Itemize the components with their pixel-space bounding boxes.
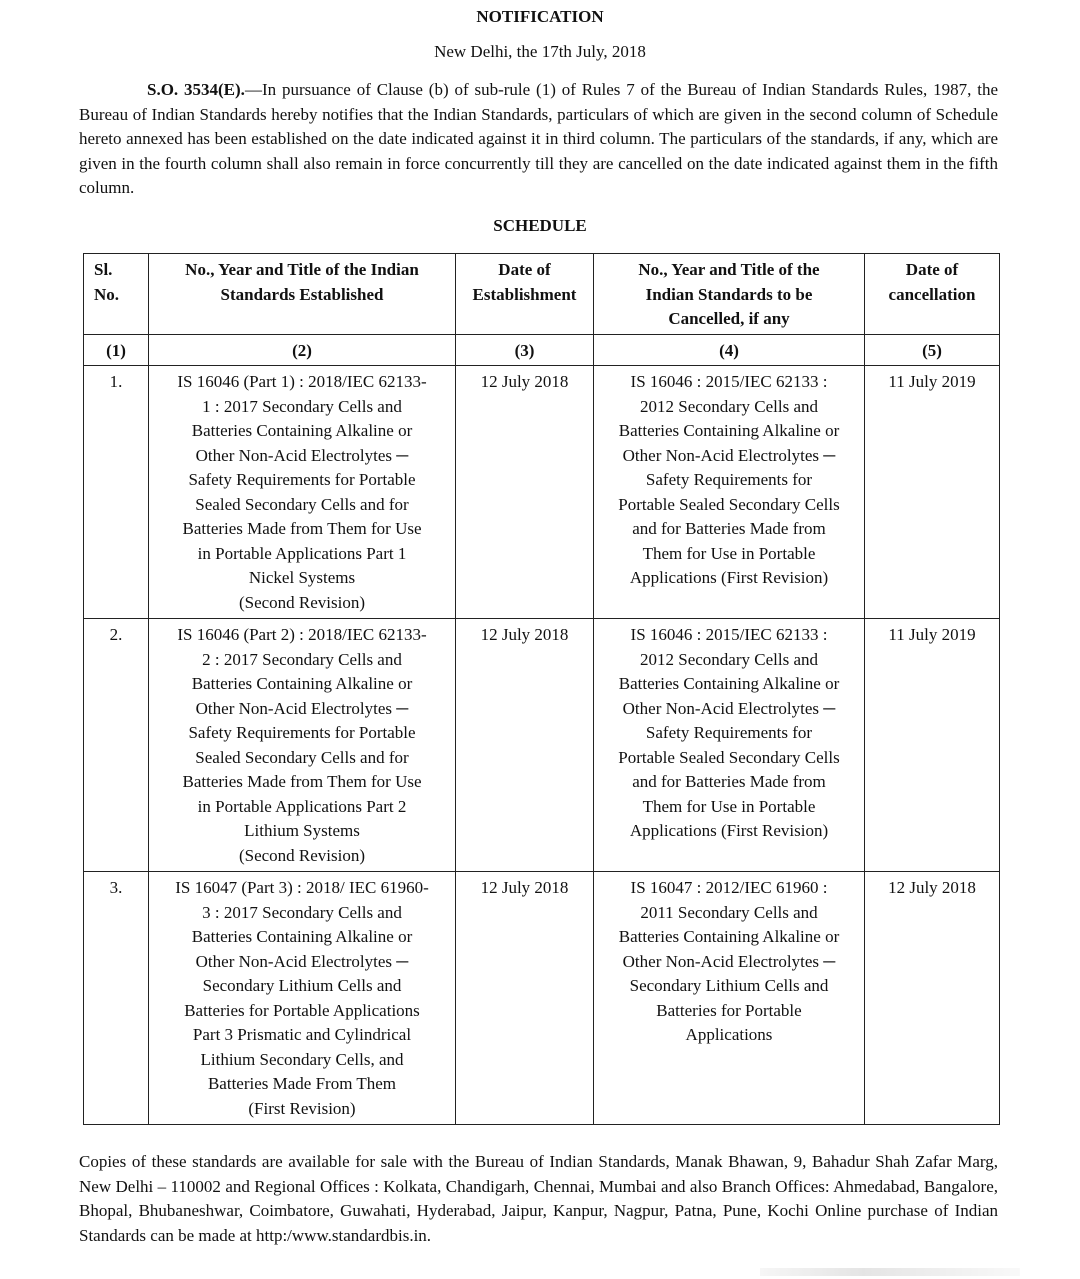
schedule-title: SCHEDULE — [493, 216, 587, 235]
cell-line: Other Non-Acid Electrolytes ─ — [622, 445, 836, 465]
cell-line: (First Revision) — [248, 1098, 356, 1118]
cell-line: 2012 Secondary Cells and — [640, 649, 818, 669]
cell-line: Batteries for Portable — [656, 1000, 802, 1020]
schedule-table — [83, 253, 1000, 1125]
cell-date-cancellation: 12 July 2018 — [865, 872, 1000, 1125]
cell-date-established: 12 July 2018 — [456, 872, 594, 1125]
cell-sl-no: 1. — [84, 366, 149, 619]
cell-line: IS 16046 (Part 1) : 2018/IEC 62133- — [177, 372, 427, 391]
order-number: S.O. 3534(E). — [147, 80, 245, 99]
cell-line: Batteries Made From Them — [207, 1074, 397, 1093]
column-number: (3) — [456, 334, 594, 366]
cell-date-established: 12 July 2018 — [456, 619, 594, 872]
cell-standard-cancelled — [594, 872, 865, 1125]
cell-line: Them for Use in Portable — [642, 796, 816, 816]
cell-line: Applications (First Revision) — [629, 821, 829, 840]
cell-date-established: 12 July 2018 — [456, 366, 594, 619]
cell-line: IS 16047 (Part 3) : 2018/ IEC 61960- — [175, 878, 429, 897]
cell-line: (Second Revision) — [238, 845, 366, 865]
cell-date-cancellation: 11 July 2019 — [865, 366, 1000, 619]
cell-line: 1 : 2017 Secondary Cells and — [202, 396, 402, 416]
cell-line: Safety Requirements for — [645, 470, 813, 489]
cell-standard-established — [149, 872, 456, 1125]
column-number: (1) — [84, 334, 149, 366]
cell-sl-no: 2. — [84, 619, 149, 872]
column-number: (2) — [149, 334, 456, 366]
cell-line: Batteries Containing Alkaline or — [618, 421, 840, 440]
cell-standard-established — [149, 366, 456, 619]
header-standards-cancelled: No., Year and Title of the Indian Standards to be Cancelled, if any — [594, 254, 865, 335]
cell-line: Batteries Containing Alkaline or — [191, 927, 413, 946]
cell-line: Batteries Containing Alkaline or — [618, 927, 840, 946]
cell-line: and for Batteries Made from — [632, 519, 826, 538]
cell-line: and for Batteries Made from — [632, 772, 826, 791]
header-standards-established: No., Year and Title of the Indian Standards Established — [149, 254, 456, 335]
cell-line: Safety Requirements for Portable — [188, 723, 416, 742]
notification-title: NOTIFICATION — [476, 7, 604, 26]
header-sl-no: Sl. No. — [84, 254, 149, 335]
cell-line: Safety Requirements for Portable — [188, 470, 416, 489]
cell-line: IS 16046 : 2015/IEC 62133 : — [630, 372, 828, 391]
cell-line: Portable Sealed Secondary Cells — [618, 494, 840, 514]
cell-line: IS 16047 : 2012/IEC 61960 : — [630, 878, 828, 897]
cell-line: Other Non-Acid Electrolytes ─ — [195, 951, 409, 971]
cell-line: in Portable Applications Part 2 — [197, 796, 407, 816]
cell-line: IS 16046 : 2015/IEC 62133 : — [630, 625, 828, 644]
cell-date-cancellation: 11 July 2019 — [865, 619, 1000, 872]
scan-artifact — [760, 1268, 1020, 1276]
cell-line: IS 16046 (Part 2) : 2018/IEC 62133- — [177, 625, 427, 644]
notification-body-text: —In pursuance of Clause (b) of sub-rule (1) of Rules 7 of the Bureau of Indian Standards Rules, 1987, the Bureau of Indian Standards hereby notifies that the Indian Standards, particulars of which are given in the second column of Schedule hereto annexed has been established on the date indicated against it in third column. The particulars of the standards, if any, which are given in the fourth column shall also remain in force concurrently till they are cancelled on the date indicated against them in the fifth column. — [79, 80, 998, 197]
cell-line: Safety Requirements for — [645, 723, 813, 742]
cell-standard-established — [149, 619, 456, 872]
table-row — [84, 872, 1000, 1125]
cell-line: Batteries Containing Alkaline or — [191, 421, 413, 440]
column-number: (5) — [865, 334, 1000, 366]
cell-line: 2 : 2017 Secondary Cells and — [202, 649, 402, 669]
cell-line: Batteries Made from Them for Use — [182, 772, 422, 791]
table-row — [84, 366, 1000, 619]
cell-line: Batteries Made from Them for Use — [182, 519, 422, 538]
cell-line: Other Non-Acid Electrolytes ─ — [622, 951, 836, 971]
table-header-row — [84, 254, 1000, 335]
cell-sl-no: 3. — [84, 872, 149, 1125]
table-row — [84, 619, 1000, 872]
cell-line: Other Non-Acid Electrolytes ─ — [195, 445, 409, 465]
column-number-row — [84, 334, 1000, 366]
cell-line: 3 : 2017 Secondary Cells and — [202, 902, 402, 922]
cell-line: 2011 Secondary Cells and — [640, 902, 818, 922]
cell-line: Secondary Lithium Cells and — [629, 976, 829, 995]
cell-line: 2012 Secondary Cells and — [640, 396, 818, 416]
cell-line: Applications — [685, 1025, 773, 1044]
cell-line: Sealed Secondary Cells and for — [195, 747, 409, 767]
cell-line: Other Non-Acid Electrolytes ─ — [195, 698, 409, 718]
cell-line: Other Non-Acid Electrolytes ─ — [622, 698, 836, 718]
cell-line: Portable Sealed Secondary Cells — [618, 747, 840, 767]
cell-line: Batteries Containing Alkaline or — [191, 674, 413, 693]
cell-line: Applications (First Revision) — [629, 568, 829, 587]
footer-copies-note: Copies of these standards are available for sale with the Bureau of Indian Standards, Manak Bhawan, 9, Bahadur Shah Zafar Marg, New Delhi – 110002 and Regional Offices : Kolkata, Chandigarh, Chennai, Mumbai and also Branch Offices: Ahmedabad, Bangalore, Bhopal, Bhubaneshwar, Coimbatore, Guwahati, Hyderabad, Jaipur, Kanpur, Nagpur, Patna, Pune, Kochi Online purchase of Indian Standards can be made at http:/www.standardbis.in. — [79, 1152, 998, 1245]
cell-standard-cancelled — [594, 366, 865, 619]
cell-line: Lithium Systems — [244, 821, 360, 840]
cell-line: Nickel Systems — [248, 568, 356, 587]
cell-line: Part 3 Prismatic and Cylindrical — [192, 1025, 412, 1044]
notification-body — [79, 78, 998, 201]
header-date-of-cancellation: Date of cancellation — [865, 254, 1000, 335]
cell-line: Secondary Lithium Cells and — [202, 976, 402, 995]
header-date-of-establishment: Date of Establishment — [456, 254, 594, 335]
cell-standard-cancelled — [594, 619, 865, 872]
cell-line: in Portable Applications Part 1 — [197, 543, 407, 563]
column-number: (4) — [594, 334, 865, 366]
notification-dateline: New Delhi, the 17th July, 2018 — [434, 42, 646, 61]
cell-line: Batteries for Portable Applications — [184, 1000, 420, 1020]
cell-line: Sealed Secondary Cells and for — [195, 494, 409, 514]
cell-line: Batteries Containing Alkaline or — [618, 674, 840, 693]
cell-line: Them for Use in Portable — [642, 543, 816, 563]
cell-line: Lithium Secondary Cells, and — [200, 1049, 404, 1069]
cell-line: (Second Revision) — [238, 592, 366, 612]
